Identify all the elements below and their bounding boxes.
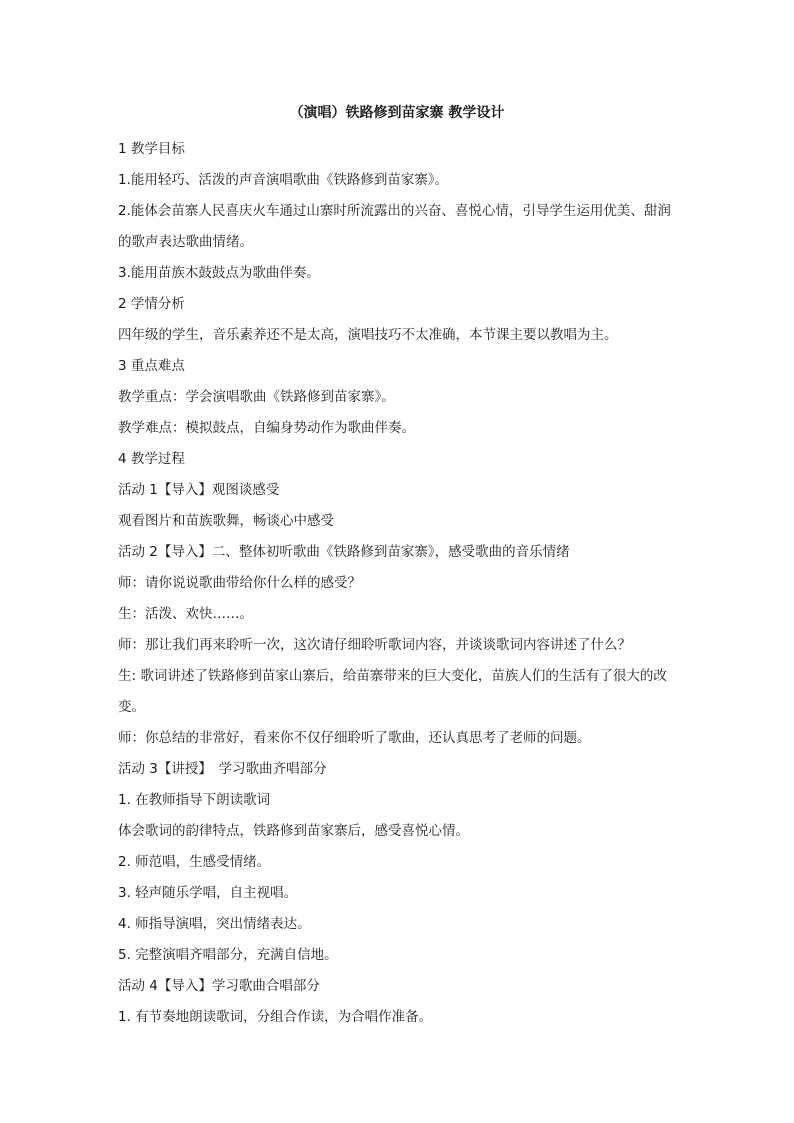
step-item: 5. 完整演唱齐唱部分，充满自信地。 (118, 947, 338, 963)
objective-item: 3.能用苗族木鼓鼓点为歌曲伴奏。 (118, 265, 320, 281)
step-item: 4. 师指导演唱，突出情绪表达。 (118, 916, 311, 932)
dialogue-line: 生: 歌词讲述了铁路修到苗家山寨后，给苗寨带来的巨大变化，苗族人们的生活有了很大的改变。 (118, 668, 667, 715)
activity-heading: 活动 4【导入】学习歌曲合唱部分 (118, 978, 320, 994)
paragraph: 教学重点：学会演唱歌曲《铁路修到苗家寨》。 (118, 389, 395, 405)
activity-heading: 活动 1【导入】观图谈感受 (118, 482, 280, 498)
dialogue-line: 师：请你说说歌曲带给你什么样的感受？ (118, 575, 361, 591)
document-body (118, 134, 680, 1033)
document-title: （演唱）铁路修到苗家寨 教学设计 (289, 105, 505, 121)
dialogue-line: 师：你总结的非常好，看来你不仅仔细聆听了歌曲，还认真思考了老师的问题。 (118, 730, 591, 746)
paragraph: 观看图片和苗族歌舞，畅谈心中感受 (118, 513, 334, 529)
dialogue-line: 生：活泼、欢快……。 (118, 606, 253, 622)
step-item: 2. 师范唱，生感受情绪。 (118, 854, 271, 870)
step-item: 1. 在教师指导下朗读歌词 (118, 792, 271, 808)
activity-heading: 活动 2【导入】二、整体初听歌曲《铁路修到苗家寨》，感受歌曲的音乐情绪 (118, 544, 570, 560)
paragraph: 四年级的学生，音乐素养还不是太高，演唱技巧不太准确，本节课主要以教唱为主。 (118, 327, 618, 343)
objective-item: 2.能体会苗寨人民喜庆火车通过山寨时所流露出的兴奋、喜悦心情，引导学生运用优美、甜润的歌声表达歌曲情绪。 (118, 203, 671, 250)
step-item: 1. 有节奏地朗读歌词，分组合作读，为合唱作准备。 (118, 1009, 433, 1025)
objective-item: 1.能用轻巧、活泼的声音演唱歌曲《铁路修到苗家寨》。 (118, 172, 449, 188)
paragraph: 体会歌词的韵律特点，铁路修到苗家寨后，感受喜悦心情。 (118, 823, 469, 839)
section-heading-process: 4 教学过程 (118, 451, 185, 467)
section-heading-analysis: 2 学情分析 (118, 296, 185, 312)
section-heading-objectives: 1 教学目标 (118, 141, 185, 157)
dialogue-line: 师：那让我们再来聆听一次，这次请仔细聆听歌词内容，并谈谈歌词内容讲述了什么？ (118, 637, 631, 653)
paragraph: 教学难点：模拟鼓点，自编身势动作为歌曲伴奏。 (118, 420, 415, 436)
activity-heading: 活动 3【讲授】 学习歌曲齐唱部分 (118, 761, 327, 777)
section-heading-key-points: 3 重点难点 (118, 358, 185, 374)
step-item: 3. 轻声随乐学唱，自主视唱。 (118, 885, 298, 901)
